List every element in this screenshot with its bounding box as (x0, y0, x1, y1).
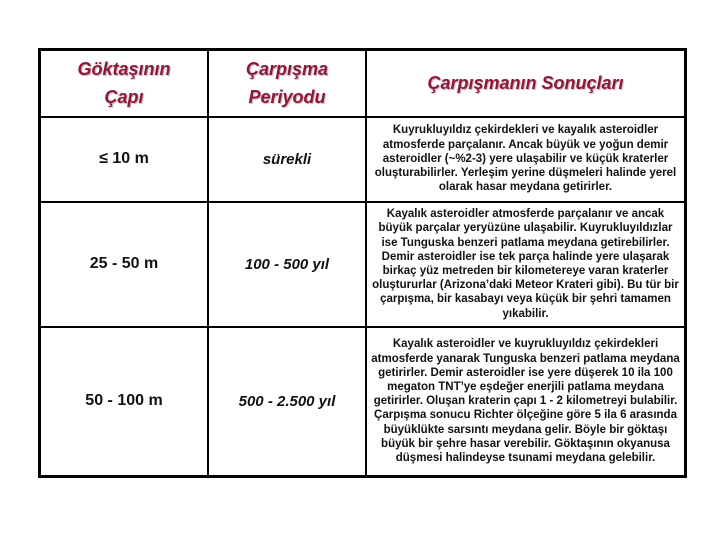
header-period (208, 50, 366, 117)
results-cell: Kayalık asteroidler ve kuyrukluyıldız çekirdekleri atmosferde yanarak Tunguska benzeri patlama meydana getirirler. Demir asteroidler ise yere düşerek 10 ila 100 megaton TNT’ye eşdeğer enerjili patlama meydana getirirler. Oluşan kraterin çapı 1 - 2 kilometreyi bulabilir. Çarpışma sonucu Richter ölçeğine göre 5 ila 6 arasında büyüklükte sarsıntı meydana gelir. Böyle bir göktaşı büyük bir şehre hasar verebilir. Göktaşının okyanusa düşmesi halindeyse tsunami meydana gelebilir. (366, 327, 686, 477)
table-row (40, 202, 686, 327)
header-results: Çarpışmanın Sonuçları (366, 50, 686, 117)
table-row (40, 117, 686, 202)
table-row (40, 327, 686, 477)
results-cell: Kuyrukluyıldız çekirdekleri ve kayalık asteroidler atmosferde parçalanır. Ancak büyük ve yoğun demir asteroidler (~%2-3) yere ulaşabilir ve küçük kraterler oluşturabilirler. Yerleşim yerine düşmeleri halinde yerel olarak hasar meydana getirirler. (366, 117, 686, 202)
results-cell: Kayalık asteroidler atmosferde parçalanır ve ancak büyük parçalar yeryüzüne ulaşabilir. Kuyrukluyıldızlar ise Tunguska benzeri patlama meydana getirebilirler. Demir asteroidler ise tek parça halinde yere ulaşarak birkaç yüz metreden bir kilometereye varan kraterler oluştururlar (Arizona’daki Meteor Krateri gibi). Bu tür bir çarpışma, bir kasabayı veya küçük bir şehri tamamen yıkabilir. (366, 202, 686, 327)
header-row (40, 50, 686, 117)
diameter-cell: 50 - 100 m (40, 327, 209, 477)
diameter-cell: ≤ 10 m (40, 117, 209, 202)
impact-table (38, 48, 687, 478)
header-period-text: Çarpışma Periyodu (245, 59, 329, 108)
header-diameter-text: Göktaşının Çapı (77, 59, 171, 108)
period-cell: sürekli (208, 117, 366, 202)
diameter-cell: 25 - 50 m (40, 202, 209, 327)
period-cell: 100 - 500 yıl (208, 202, 366, 327)
header-diameter (40, 50, 209, 117)
period-cell: 500 - 2.500 yıl (208, 327, 366, 477)
